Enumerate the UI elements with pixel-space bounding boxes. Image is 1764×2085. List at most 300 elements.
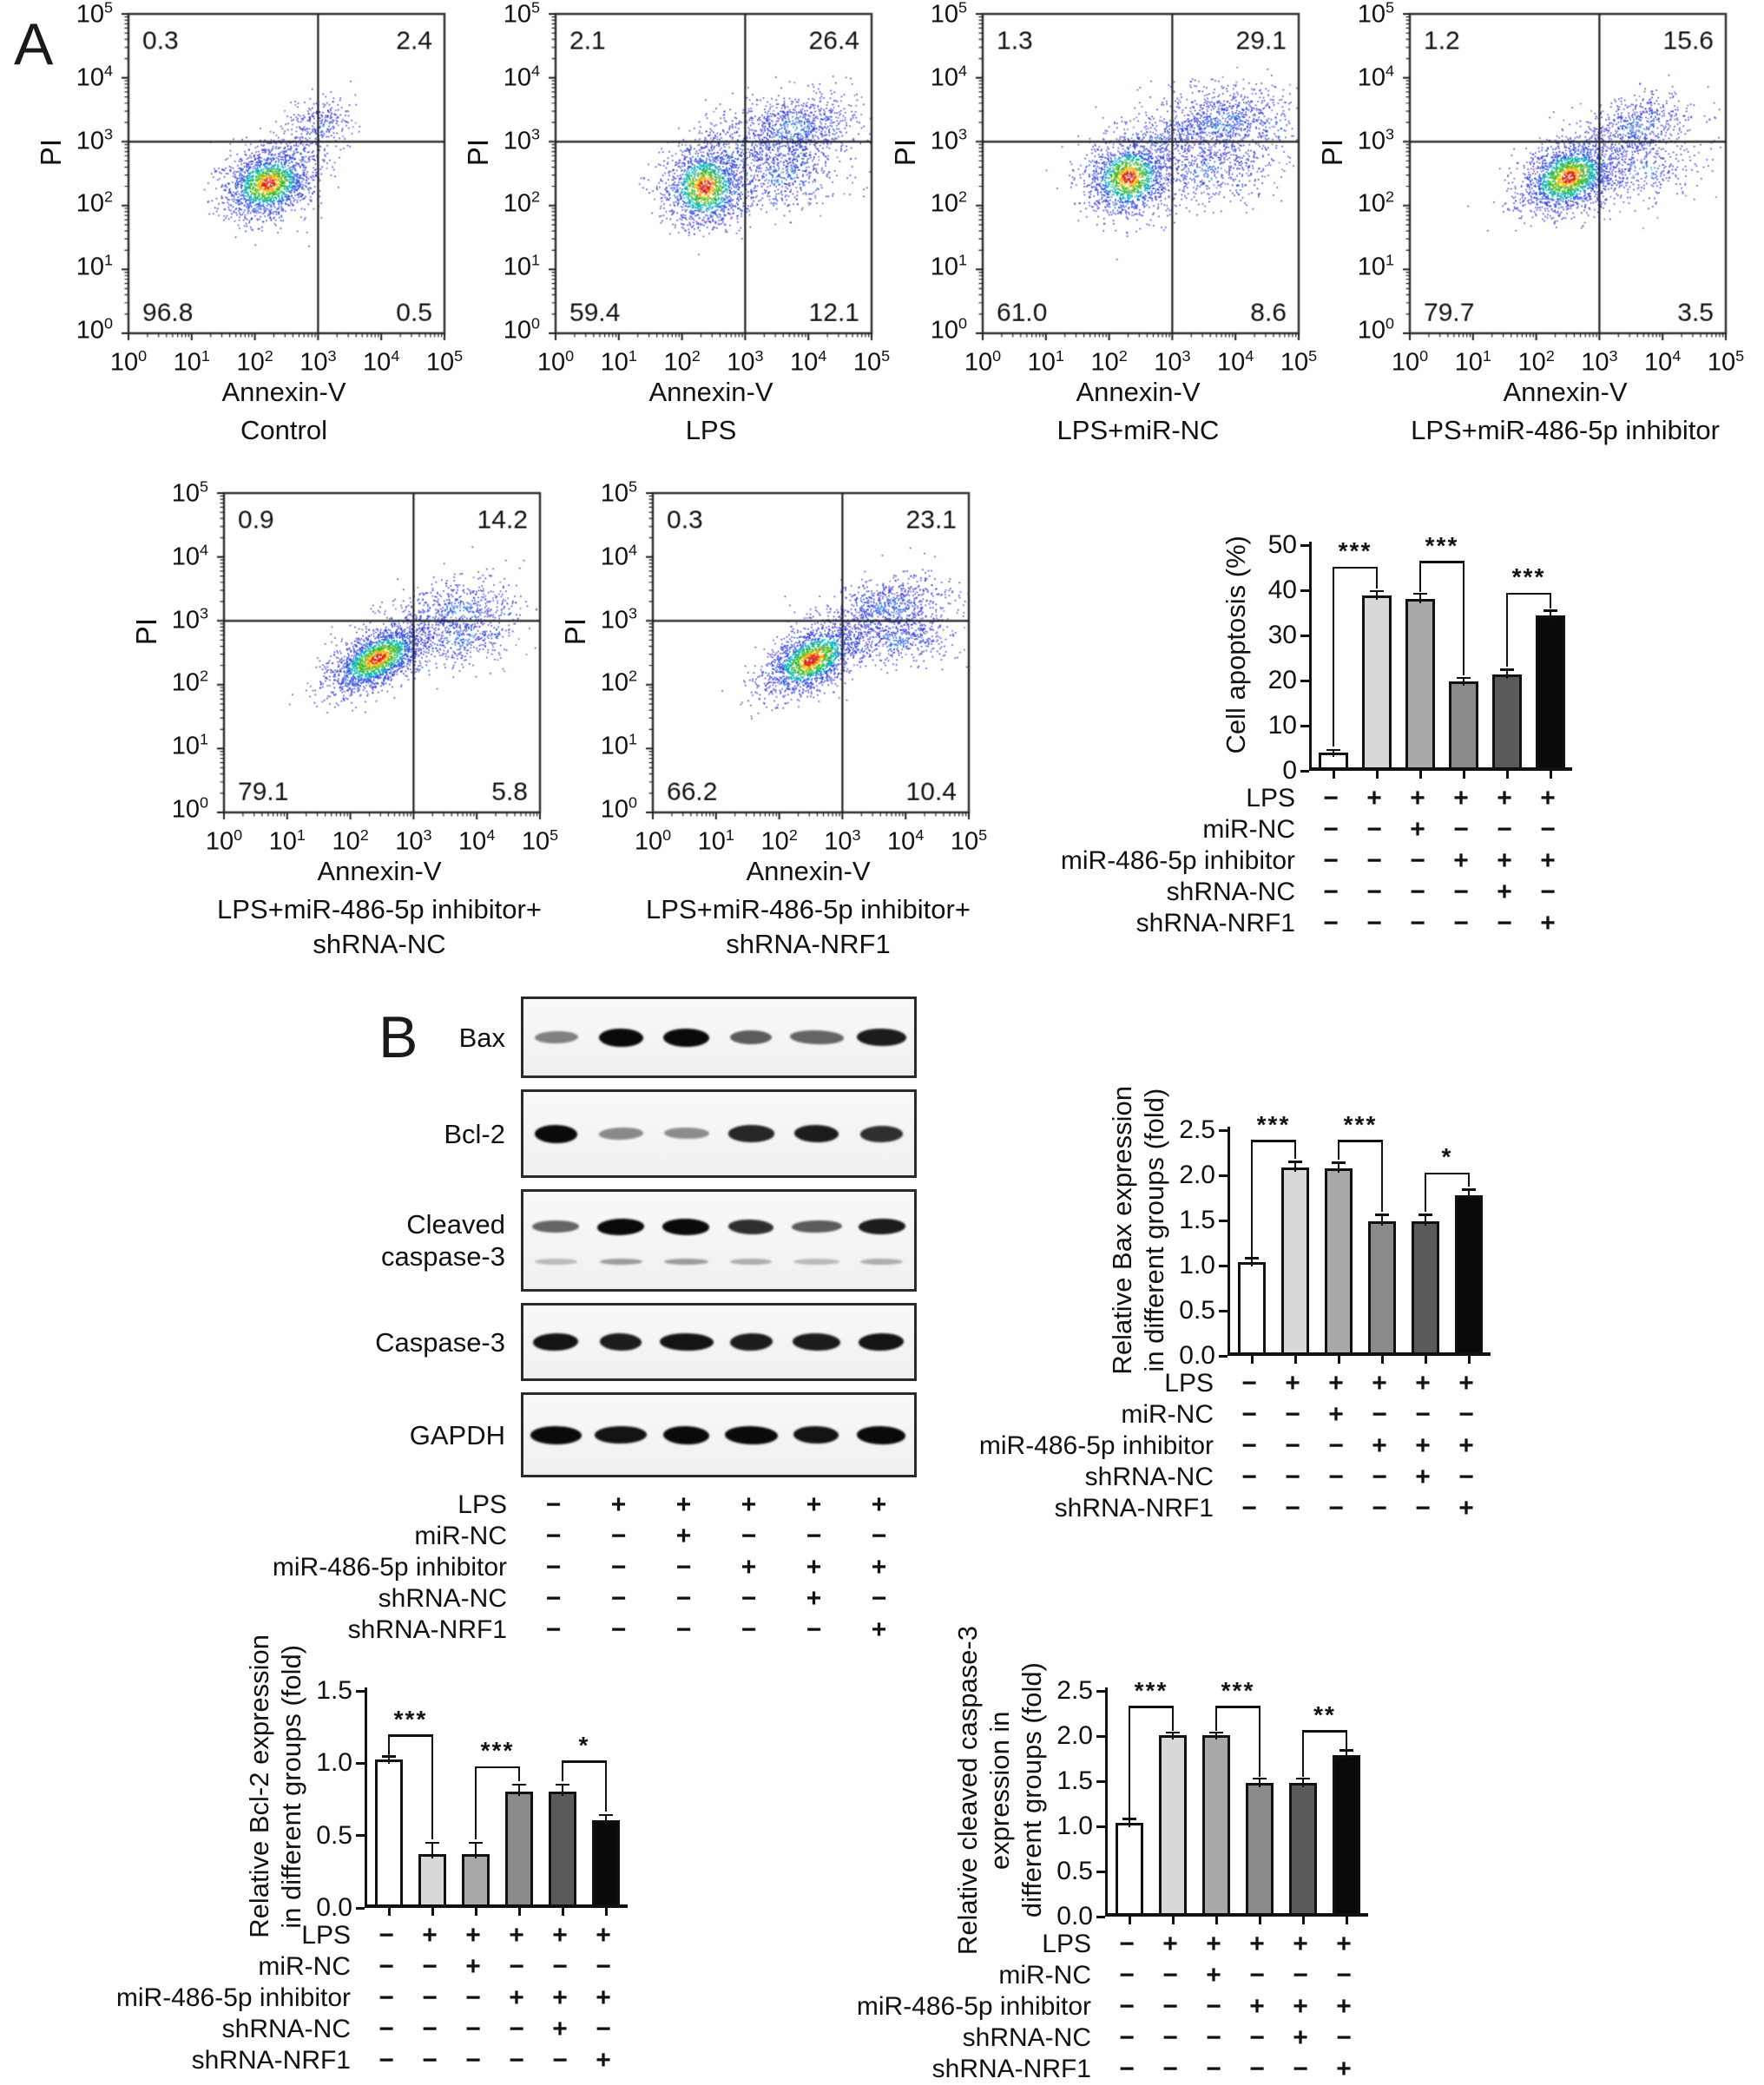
protein-band [794,1124,839,1142]
tick-exponent: 2 [629,668,637,686]
condition-label-line: LPS+miR-486-5p inhibitor+ [217,894,542,924]
treatment-symbol: − [1119,1930,1135,1958]
y-tick-mark [1096,1690,1105,1693]
x-tick-mark [1468,1356,1471,1364]
treatment-symbol: − [610,1584,627,1613]
treatment-symbol: − [1323,784,1339,812]
blot-label-line: Caspase-3 [375,1326,505,1358]
error-bar-cap [425,1842,439,1845]
treatment-symbol: + [1453,846,1469,875]
protein-band [859,1332,905,1352]
protein-band [599,1127,643,1140]
treatment-symbol: − [378,2046,394,2075]
y-tick-label: $10^0$ [503,314,540,345]
x-tick-label: $10^2$ [1090,347,1128,377]
y-tick-label: 2.5 [1056,1676,1093,1705]
treatment-symbol: + [596,2046,611,2075]
treatment-symbol: − [675,1584,692,1613]
blot-label-line: Bax [458,1022,505,1053]
y-tick-label: $10^3$ [930,125,967,155]
treatment-row-label: miR-486-5p inhibitor [978,1431,1214,1460]
error-bar [518,1786,521,1796]
y-axis [1252,530,1309,785]
y-tick-label: $10^0$ [171,793,208,824]
x-tick-label: $10^3$ [824,826,861,856]
tick-exponent: 2 [788,826,798,844]
treatment-row-label: miR-NC [1121,1400,1214,1429]
tick-exponent: 4 [531,62,540,80]
tick-exponent: 0 [531,314,540,332]
treatment-row-label: miR-486-5p inhibitor [1060,846,1295,875]
treatment-symbol: − [1323,909,1339,937]
tick-exponent: 3 [958,125,967,143]
tick-exponent: 1 [201,347,210,365]
x-tick-mark [1215,1917,1218,1924]
x-tick-label: $10^4$ [458,826,496,856]
bar-plot-area [1105,1676,1368,1917]
x-tick-mark [1381,1356,1384,1364]
treatment-symbol: + [1293,1930,1308,1958]
tick-exponent: 4 [391,347,400,365]
error-bar-cap [1339,1749,1353,1752]
bar-group-5 [549,1792,576,1904]
treatment-row-label: miR-486-5p inhibitor [856,1992,1091,2021]
treatment-row [104,1951,628,1983]
error-bar [1376,592,1379,600]
tick-exponent: 1 [104,251,113,269]
sig-bracket-right [1376,569,1379,589]
error-bar-cap [1370,590,1384,593]
error-bar-cap [1296,1778,1310,1780]
bar-group-6 [1536,615,1565,767]
tick-exponent: 4 [1245,347,1254,365]
sig-bracket-left [388,1737,391,1756]
treatment-symbol: + [552,2015,568,2043]
error-bar-cap [1332,1161,1346,1164]
treatment-symbol: + [1497,846,1512,875]
treatment-symbol: + [465,1921,481,1950]
blot-label-line: GAPDH [409,1419,505,1450]
treatment-symbol: − [740,1584,757,1613]
treatment-symbol: − [1415,1494,1431,1523]
treatment-symbol: + [1162,1930,1178,1958]
x-axis-label: Annexin-V [221,377,346,407]
x-tick-mark [1346,1917,1348,1924]
y-tick-mark [1219,1355,1228,1358]
treatment-row-label: miR-486-5p inhibitor [272,1553,507,1582]
y-tick-labels [63,0,118,345]
treatment-row [1049,814,1572,845]
sig-bracket-top [388,1734,434,1737]
y-tick-label: $10^3$ [76,125,113,155]
treatment-symbol: − [1323,846,1339,875]
treatment-row [967,1368,1491,1399]
y-tick-label: $10^1$ [503,251,540,281]
sig-bracket-top [1251,1140,1297,1142]
treatment-symbol: − [378,1921,394,1950]
y-axis-label: PI [462,139,494,167]
tick-exponent: 0 [958,314,967,332]
condition-label [642,892,974,962]
bar-plot-area [1228,1110,1491,1356]
tick-exponent: 5 [550,826,559,844]
y-tick-label: $10^2$ [171,668,208,697]
treatment-symbol: − [675,1553,692,1582]
y-axis-title [1106,1086,1170,1375]
y-tick-label: 0.0 [1179,1341,1215,1370]
error-bar [1346,1752,1348,1759]
treatment-row [1049,845,1572,877]
tick-exponent: 4 [1386,62,1394,80]
flow-plot-area [889,0,1304,345]
sig-bracket-left [1302,1733,1305,1777]
treatment-symbol: + [1249,1930,1265,1958]
sig-bracket-top [1425,1173,1471,1175]
error-bar-cap [382,1755,396,1758]
y-axis-title [1220,536,1252,754]
chart-y-head [845,1626,1048,1956]
treatment-symbol: + [1415,1431,1431,1460]
error-bar [1251,1260,1254,1266]
y-tick-label: $10^5$ [600,477,637,508]
bar-group-3 [1202,1735,1230,1913]
bar-group-4 [1368,1221,1396,1352]
condition-label [1399,413,1731,448]
sig-bracket-top [475,1766,521,1769]
x-tick-label: $10^2$ [760,826,798,856]
tick-exponent: 3 [200,604,208,622]
bar-group-5 [1492,674,1522,767]
y-axis-label: PI [889,139,921,167]
treatment-symbol: − [1241,1494,1257,1523]
treatment-symbol: + [1206,1930,1221,1958]
treatment-symbol: − [1285,1494,1300,1523]
treatment-row [967,1431,1491,1462]
y-tick-label: $10^3$ [503,125,540,155]
x-tick-mark [605,1908,608,1916]
flow-scatter-canvas [642,490,974,823]
error-bar-cap [1253,1778,1267,1780]
treatment-symbol: − [610,1615,627,1644]
treatment-symbol: − [1162,2055,1178,2083]
bar-group-2 [1362,595,1392,767]
chart-bcl2-treatment-matrix [104,1920,628,2076]
treatment-symbol: − [1328,1463,1344,1491]
protein-band [857,1029,906,1047]
treatment-row [967,1493,1491,1524]
y-tick-mark [1096,1871,1105,1873]
sig-stars: *** [1256,1110,1291,1138]
y-tick-label: $10^5$ [1357,0,1394,29]
treatment-symbol: − [1453,815,1469,844]
y-tick-label: 20 [1267,666,1297,694]
protein-band [530,1425,583,1444]
blot-label-line: Bcl-2 [444,1118,505,1149]
treatment-symbol: − [1162,1961,1178,1990]
sig-bracket-left [1419,563,1422,592]
treatment-symbol: − [1372,1463,1387,1491]
x-tick-label: $10^0$ [205,826,243,856]
y-axis-label: PI [130,618,162,646]
y-tick-label: 30 [1267,621,1297,649]
error-bar [1215,1733,1218,1740]
tick-exponent: 5 [1386,0,1394,16]
error-bar-cap [1209,1732,1223,1734]
y-tick-label: 0.0 [1056,1902,1093,1930]
tick-exponent: 1 [725,826,734,844]
tick-exponent: 0 [1419,347,1429,365]
treatment-row [967,1462,1491,1493]
protein-band [728,1125,774,1141]
sig-bracket-right [1381,1142,1384,1212]
y-tick-label: 10 [1267,711,1297,740]
treatment-row [845,2054,1368,2085]
y-axis-title-line: different groups (fold) [1017,1662,1047,1919]
bar-group-3 [1325,1168,1353,1352]
x-tick-labels [205,823,559,856]
y-tick-label: 0.5 [1179,1296,1215,1325]
y-tick-label: 1.5 [316,1676,352,1705]
y-tick-label: $10^1$ [76,251,113,281]
protein-band [728,1219,774,1235]
chart-cleaved-treatment-matrix [845,1929,1368,2085]
sig-bracket-right [1463,563,1465,675]
tick-exponent: 5 [629,477,637,496]
bar-group-3 [462,1854,490,1904]
treatment-symbol: + [1540,846,1556,875]
flow-plot-flow-lps [462,0,891,448]
protein-band [857,1425,906,1444]
y-tick-label: $10^0$ [930,314,967,345]
x-tick-label: $10^0$ [536,347,575,377]
protein-band [858,1219,905,1235]
treatment-symbol: − [596,1952,611,1981]
x-tick-label: $10^4$ [1217,347,1254,377]
y-tick-label: $10^5$ [930,0,967,29]
bar-group-1 [1116,1823,1143,1913]
error-bar-cap [1375,1214,1389,1216]
tick-exponent: 1 [958,251,967,269]
tick-exponent: 5 [200,477,208,496]
treatment-symbol: − [1285,1400,1300,1429]
bcl2-expression-chart [104,1634,628,2085]
error-bar [1550,612,1552,621]
condition-label-line: Control [240,415,327,445]
error-bar [1506,671,1509,679]
treatment-symbol: + [1293,1992,1308,2021]
sig-stars: *** [1134,1676,1168,1704]
y-axis [1048,1676,1105,1930]
x-tick-label: $10^4$ [790,347,827,377]
blot-label [260,1118,521,1150]
x-tick-mark [1419,771,1422,779]
treatment-symbol: − [545,1553,562,1582]
condition-label-line: LPS [685,415,737,445]
treatment-symbol: + [1336,1992,1352,2021]
tick-exponent: 2 [531,188,540,207]
flow-plot-flow-lps-mirnc [889,0,1318,448]
treatment-symbol: + [740,1490,757,1519]
tick-exponent: 2 [691,347,701,365]
tick-exponent: 5 [1308,347,1318,365]
treatment-symbol: − [1540,878,1556,906]
treatment-symbol: + [422,1921,438,1950]
chart-bax-row [967,1085,1491,1375]
y-tick-mark [356,1690,365,1693]
x-tick-label: $10^5$ [425,347,464,377]
protein-band-secondary [664,1259,708,1265]
tick-exponent: 4 [915,826,925,844]
x-tick-mark [388,1908,391,1916]
protein-band [532,1220,579,1233]
treatment-symbol: − [465,2015,481,2043]
blots-treatment-matrix [260,1490,917,1646]
error-bar [1172,1733,1175,1740]
treatment-symbol: + [1336,2055,1352,2083]
treatment-row [260,1552,917,1583]
protein-band [535,1124,578,1143]
treatment-symbol: − [422,2046,438,2075]
treatment-symbol: − [610,1522,627,1550]
treatment-symbol: + [871,1615,887,1644]
treatment-symbol: − [806,1522,822,1550]
tick-exponent: 2 [1545,347,1555,365]
error-bar [475,1844,477,1858]
treatment-row-label: shRNA-NC [962,2023,1091,2052]
treatment-row-label: LPS [1164,1369,1214,1398]
treatment-symbol: − [1241,1400,1257,1429]
error-bar [605,1816,608,1825]
x-tick-mark [1172,1917,1175,1924]
x-tick-mark [1251,1356,1254,1364]
y-axis-title-line: Relative Bax expression [1107,1085,1137,1375]
y-tick-mark [1096,1916,1105,1918]
treatment-symbol: − [1366,846,1382,875]
protein-band [533,1332,579,1352]
treatment-symbol: − [1293,1961,1308,1990]
tick-exponent: 4 [818,347,827,365]
treatment-symbol: + [1458,1494,1474,1523]
treatment-row [260,1521,917,1552]
x-tick-label: $10^1$ [268,826,306,856]
sig-stars: *** [1338,537,1372,565]
error-bar [1302,1779,1305,1787]
error-bar-cap [1418,1214,1432,1216]
sig-bracket-left [1425,1174,1427,1212]
treatment-symbol: − [1453,878,1469,906]
tick-exponent: 5 [978,826,988,844]
protein-band-secondary [600,1259,643,1265]
sig-bracket-right [1259,1708,1261,1777]
tick-exponent: 3 [327,347,337,365]
y-tick-label: 0.5 [316,1820,352,1850]
tick-exponent: 1 [1482,347,1491,365]
treatment-row-label: LPS [301,1921,351,1950]
sig-bracket-right [1468,1174,1471,1187]
y-tick-label: 0.0 [316,1893,352,1922]
sig-bracket-top [1506,593,1552,595]
x-axis-label: Annexin-V [317,856,442,886]
error-bar-cap [1326,749,1340,752]
treatment-symbol: − [422,1983,438,2012]
sig-stars: * [1441,1143,1453,1171]
treatment-symbol: − [1285,1463,1300,1491]
blot-row-caspase-3 [260,1303,917,1381]
tick-exponent: 3 [1386,125,1394,143]
tick-exponent: 0 [234,826,243,844]
tick-exponent: 3 [754,347,764,365]
condition-label-line: LPS+miR-NC [1056,415,1220,445]
y-tick-label: $10^2$ [503,188,540,218]
treatment-symbol: − [806,1615,822,1644]
protein-band-secondary [793,1259,839,1265]
treatment-row [260,1490,917,1521]
treatment-symbol: − [1206,2023,1221,2052]
treatment-symbol: − [1323,815,1339,844]
protein-band [860,1125,904,1141]
bar-group-1 [375,1759,403,1904]
treatment-row-label: shRNA-NRF1 [1054,1494,1214,1523]
treatment-symbol: − [1241,1463,1257,1491]
treatment-symbol: − [1372,1400,1387,1429]
error-bar-cap [1462,1188,1476,1191]
x-tick-mark [1129,1917,1131,1924]
bar-plot-area [365,1687,628,1908]
flow-plots-row-2 [130,477,1764,962]
bar-group-6 [1333,1755,1360,1913]
treatment-symbol: − [1453,909,1469,937]
x-tick-label: $10^1$ [1454,347,1491,377]
tick-exponent: 1 [296,826,306,844]
protein-band [730,1030,772,1044]
x-axis-label: Annexin-V [1503,377,1628,407]
treatment-row [845,2023,1368,2054]
error-bar [562,1786,564,1796]
treatment-symbol: − [509,2015,524,2043]
x-tick-label: $10^0$ [964,347,1002,377]
y-tick-mark [1219,1220,1228,1222]
x-tick-mark [1425,1356,1427,1364]
x-tick-label: $10^1$ [600,347,637,377]
condition-label [214,892,545,962]
tick-exponent: 5 [1735,347,1745,365]
error-bar-cap [469,1842,483,1845]
tick-exponent: 3 [423,826,432,844]
flow-plot-flow-inhibitor [1316,0,1745,448]
blot-membrane [521,1089,917,1178]
error-bar [1425,1216,1427,1226]
treatment-symbol: − [1366,815,1382,844]
flow-plot-area [462,0,877,345]
x-tick-mark [1550,771,1552,779]
y-tick-label: $10^2$ [76,188,113,218]
treatment-symbol: − [1410,878,1425,906]
flow-plot-area [559,477,974,824]
sig-stars: *** [393,1705,428,1733]
y-tick-mark [1300,770,1309,773]
y-tick-label: 2.5 [1179,1115,1215,1144]
protein-band [663,1425,709,1444]
protein-band [664,1128,709,1140]
treatment-row-label: miR-486-5p inhibitor [115,1983,351,2012]
condition-label [545,413,877,448]
tick-exponent: 2 [359,826,369,844]
tick-exponent: 4 [629,541,637,559]
error-bar-cap [1544,609,1557,612]
treatment-row-label: shRNA-NRF1 [1135,909,1295,937]
x-tick-label: $10^3$ [299,347,337,377]
y-tick-labels [917,0,972,345]
